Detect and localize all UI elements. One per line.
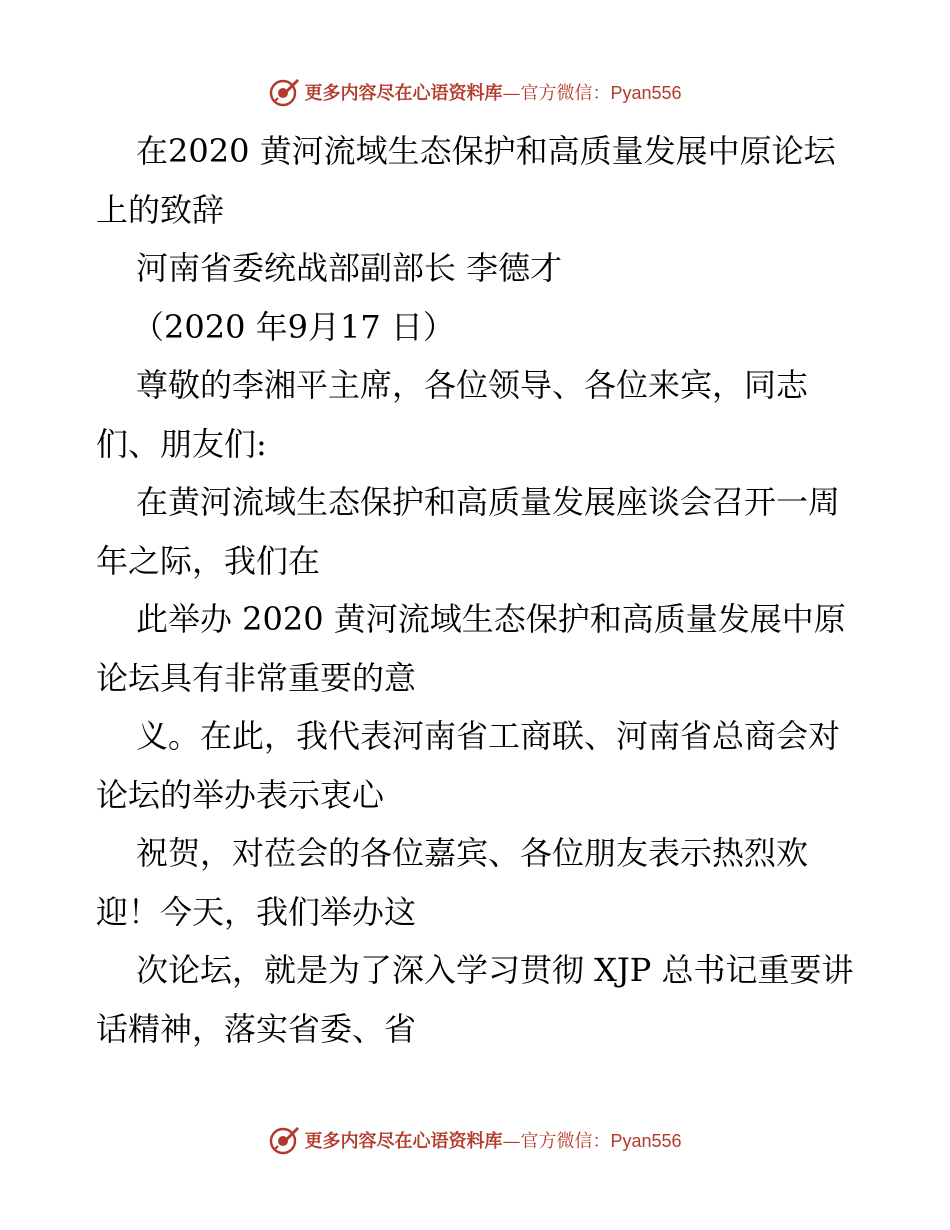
watermark-footer [0, 1120, 950, 1160]
watermark-header [0, 72, 950, 112]
watermark-wechat-id: Pyan556 [610, 83, 682, 103]
speech-date: （2020 年9月17 日） [132, 307, 455, 346]
watermark-sub-prefix: —官方微信： [502, 1131, 611, 1152]
body-paragraph: 祝贺，对莅会的各位嘉宾、各位朋友表示热烈欢迎！今天，我们举办这 [96, 834, 809, 931]
watermark-wechat-id: Pyan556 [610, 1131, 682, 1151]
speaker-line: 河南省委统战部副部长 李德才 [136, 249, 563, 287]
body-paragraph: 次论坛，就是为了深入学习贯彻 XJP 总书记重要讲话精神，落实省委、省 [96, 951, 854, 1048]
watermark-main-text: 更多内容尽在心语资料库 [304, 83, 503, 104]
body-paragraph: 义。在此，我代表河南省工商联、河南省总商会对论坛的举办表示衷心 [96, 717, 841, 814]
document-body [96, 122, 856, 1058]
salutation: 尊敬的李湘平主席，各位领导、各位来宾，同志们、朋友们: [96, 366, 809, 463]
pen-logo-icon [268, 76, 300, 108]
watermark-main-text: 更多内容尽在心语资料库 [304, 1131, 503, 1152]
body-paragraph: 此举办 2020 黄河流域生态保护和高质量发展中原论坛具有非常重要的意 [96, 600, 846, 697]
speech-title: 在2020 黄河流域生态保护和高质量发展中原论坛上的致辞 [96, 132, 836, 229]
body-paragraph: 在黄河流域生态保护和高质量发展座谈会召开一周年之际，我们在 [96, 483, 841, 580]
watermark-sub-text [502, 1127, 681, 1153]
watermark-sub-text [502, 79, 681, 105]
watermark-sub-prefix: —官方微信： [502, 83, 611, 104]
pen-logo-icon [268, 1124, 300, 1156]
